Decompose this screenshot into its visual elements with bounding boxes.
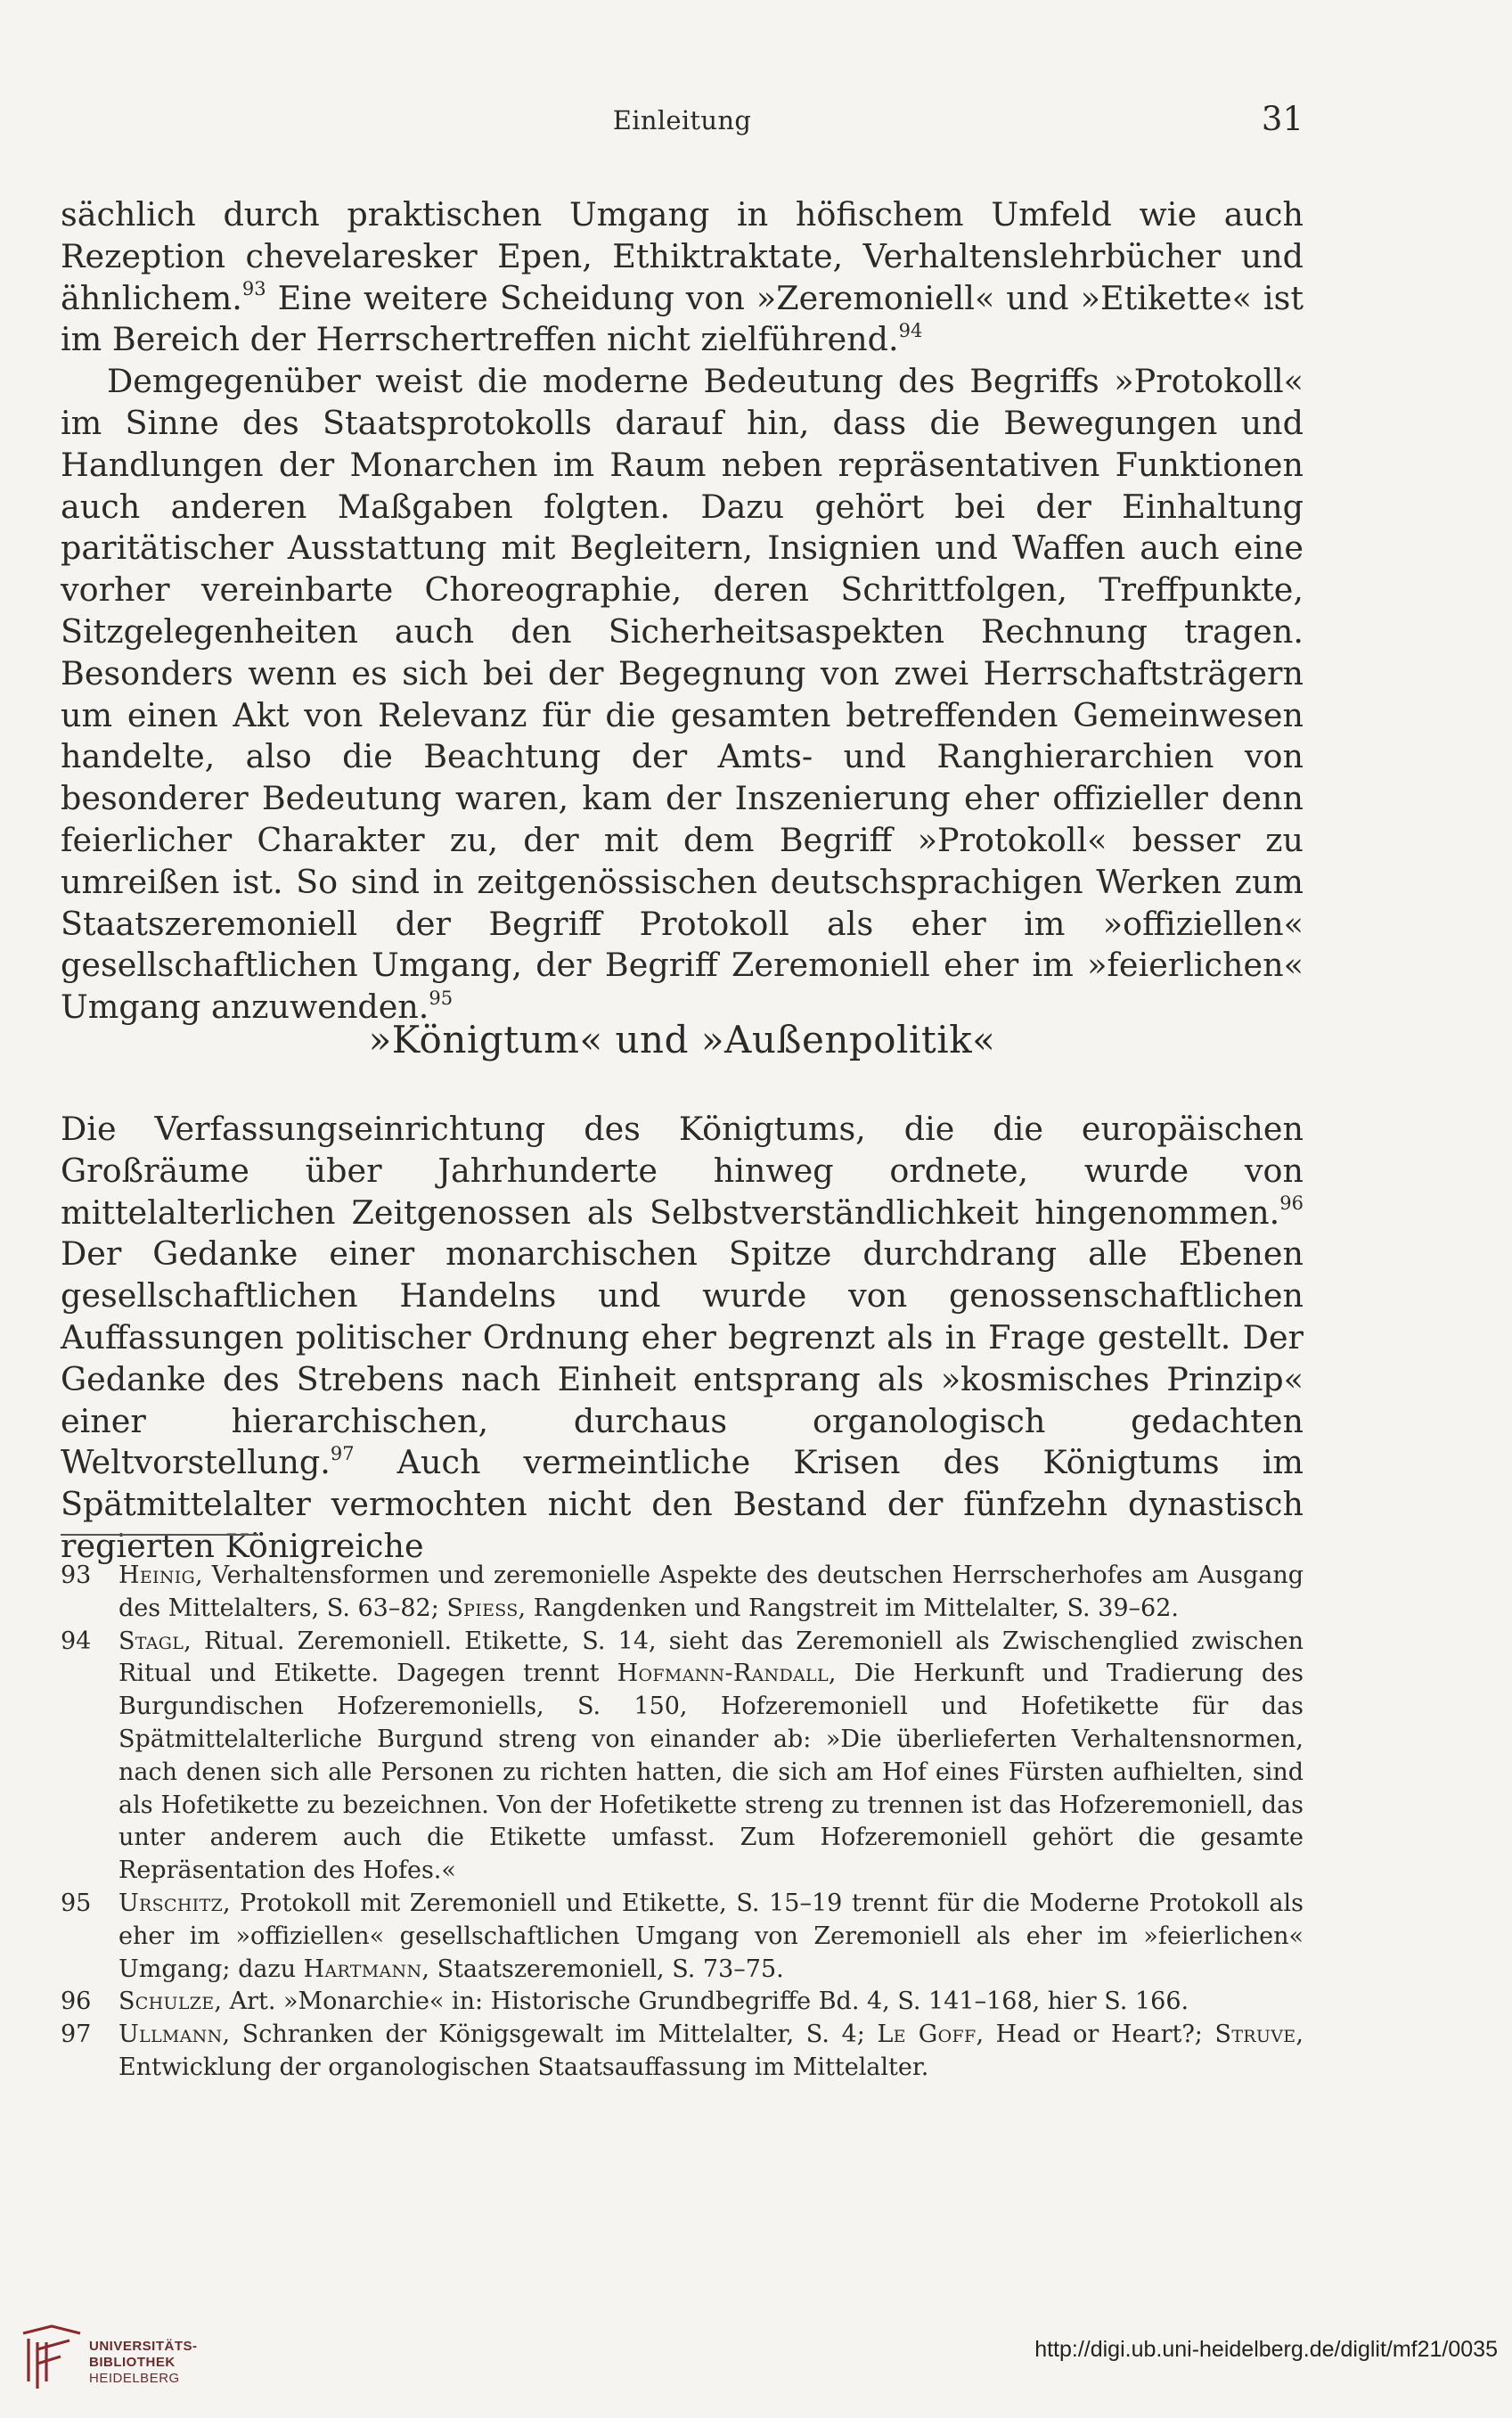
footnote-number: 93 [61,1561,92,1589]
library-logo-icon [16,2323,87,2394]
footnote-text: , Head or Heart?; [976,2020,1215,2049]
paragraph [61,361,1304,1029]
section-heading: »Königtum« und »Außenpolitik« [368,1018,996,1061]
footnote-number: 95 [61,1889,92,1917]
author-name: Ullmann [119,2020,223,2049]
body-text-bottom [61,1109,1304,1568]
page-number: 31 [1261,100,1304,138]
footnote-divider [61,1534,258,1536]
author-name: Urschitz [119,1889,223,1917]
footnote-ref[interactable]: 96 [1279,1193,1304,1215]
footnote-text: , Staatszeremoniell, S. 73–75. [421,1955,784,1983]
footnote-text: , Schranken der Königsgewalt im Mittelalter, S. 4; [222,2020,878,2049]
author-name: Schulze [119,1988,215,2016]
footnote-text: , Entwicklung der organologischen Staatsauffassung im Mittelalter. [119,2020,1304,2081]
footnote [61,1626,1304,1888]
body-text-top [61,194,1304,1029]
paragraph-text: Demgegenüber weist die moderne Bedeutung des Begriffs »Protokoll« im Sinne des Staatsprotokolls darauf hin, dass die Bewegungen und Handlungen der Monarchen im Raum neben repräsentativen Funktionen auch anderen Maßgaben folgten. Dazu gehört bei der Einhaltung paritätischer Ausstattung mit Begleitern, Insignien und Waffen auch eine vorher vereinbarte Choreographie, deren Schrittfolgen, Treffpunkte, Sitzgelegenheiten auch den Sicherheitsaspekten Rechnung tragen. Besonders wenn es sich bei der Begegnung von zwei Herrschaftsträgern um einen Akt von Relevanz für die gesamten betreffenden Gemeinwesen handelte, also die Beachtung der Amts- und Ranghierarchien von besonderer Bedeutung waren, kam der Inszenierung eher offizieller denn feierlicher Charakter zu, der mit dem Begriff »Protokoll« besser zu umreißen ist. So sind in zeitgenössischen deutschsprachigen Werken zum Staatszeremoniell der Begriff Protokoll als eher im »offiziellen« gesellschaftlichen Umgang, der Begriff Zeremoniell eher im »feierlichen« Umgang anzuwenden. [61,362,1304,1027]
author-name: Hartmann [303,1955,422,1983]
footnote-ref[interactable]: 95 [429,987,454,1009]
author-name: Heinig [119,1561,196,1589]
library-name-line: HEIDELBERG [89,2371,180,2386]
footnote [61,1986,1304,2019]
footnote-text: , Die Herkunft und Tradierung des Burgundischen Hofzeremoniells, S. 150, Hofzeremoniell und Hofetikette für das Spätmittelalterliche Burgund streng von einander ab: »Die überlieferten Verhaltensnormen, nach denen sich alle Personen zu richten hatten, die sich am Hof eines Fürsten aufhielten, sind als Hofetikette zu bezeichnen. Von der Hofetikette streng zu trennen ist das Hofzeremoniell, das unter anderem auch die Etikette umfasst. Zum Hofzeremoniell gehört die gesamte Repräsentation des Hofes.« [119,1660,1304,1885]
footnote-ref[interactable]: 97 [330,1443,355,1465]
paragraph-text: Die Verfassungseinrichtung des Königtums, die die europäischen Großräume über Jahrhunderte hinweg ordnete, wurde von mittelalterlichen Zeitgenossen als Selbstverständlichkeit hingenommen. [61,1110,1304,1232]
author-name: Le Goff [877,2020,977,2049]
source-url-link[interactable]: http://digi.ub.uni-heidelberg.de/diglit/mf21/0035 [1034,2337,1498,2362]
footnotes [61,1560,1304,2085]
author-name: Stagl [119,1627,184,1655]
footnote [61,2019,1304,2085]
footnote-number: 94 [61,1627,92,1655]
running-title: Einleitung [612,105,752,135]
author-name: Spiess [446,1594,519,1622]
footnote-number: 96 [61,1988,92,2016]
footnote-text: , Protokoll mit Zeremoniell und Etikette, S. 15–19 trennt für die Moderne Protokoll als eher im »offiziellen« gesellschaftlichen Umgang von Zeremoniell als eher im »feierlichen« Umgang; dazu [119,1889,1304,1983]
footnote-ref[interactable]: 93 [241,278,266,300]
footnote-text: , Art. »Monarchie« in: Historische Grundbegriffe Bd. 4, S. 141–168, hier S. 166. [214,1988,1189,2016]
paragraph-text: Auch vermeintliche Krisen des Königtums im Spätmittelalter vermochten nicht den Bestand der fünfzehn dynastisch regierten Königreiche [61,1443,1304,1565]
paragraph-text: sächlich durch praktischen Umgang in höfischem Umfeld wie auch Rezeption chevelaresker Epen, Ethiktraktate, Verhaltenslehrbücher und ähnlichem. [61,195,1304,317]
paragraph [61,1109,1304,1568]
library-name-line: BIBLIOTHEK [89,2355,176,2370]
footnote [61,1560,1304,1626]
author-name: Hofmann-Randall [617,1660,829,1688]
library-name-line: UNIVERSITÄTS- [89,2339,198,2354]
footnote-text: , Verhaltensformen und zeremonielle Aspekte des deutschen Herrscherhofes am Ausgang des Mittelalters, S. 63–82; [119,1561,1304,1622]
running-head [61,100,1304,144]
library-name [89,2339,198,2387]
author-name: Struve [1214,2020,1296,2049]
footnote-text: , Rangdenken und Rangstreit im Mittelalter, S. 39–62. [518,1594,1179,1622]
paragraph-text: Eine weitere Scheidung von »Zeremoniell« und »Etikette« ist im Bereich der Herrschertreffen nicht zielführend. [61,278,1304,359]
footnote-ref[interactable]: 94 [898,320,923,342]
footnote-number: 97 [61,2020,92,2049]
footnote-text: , Ritual. Zeremoniell. Etikette, S. 14, sieht das Zeremoniell als Zwischenglied zwischen Ritual und Etikette. Dagegen trennt [119,1627,1304,1688]
paragraph-continued [61,194,1304,361]
paragraph-text: Der Gedanke einer monarchischen Spitze durchdrang alle Ebenen gesellschaftlichen Handelns und wurde von genossenschaftlichen Auffassungen politischer Ordnung eher begrenzt als in Frage gestellt. Der Gedanke des Strebens nach Einheit entsprang als »kosmisches Prinzip« einer hierarchischen, durchaus organologisch gedachten Weltvorstellung. [61,1234,1304,1482]
footnote [61,1888,1304,1986]
